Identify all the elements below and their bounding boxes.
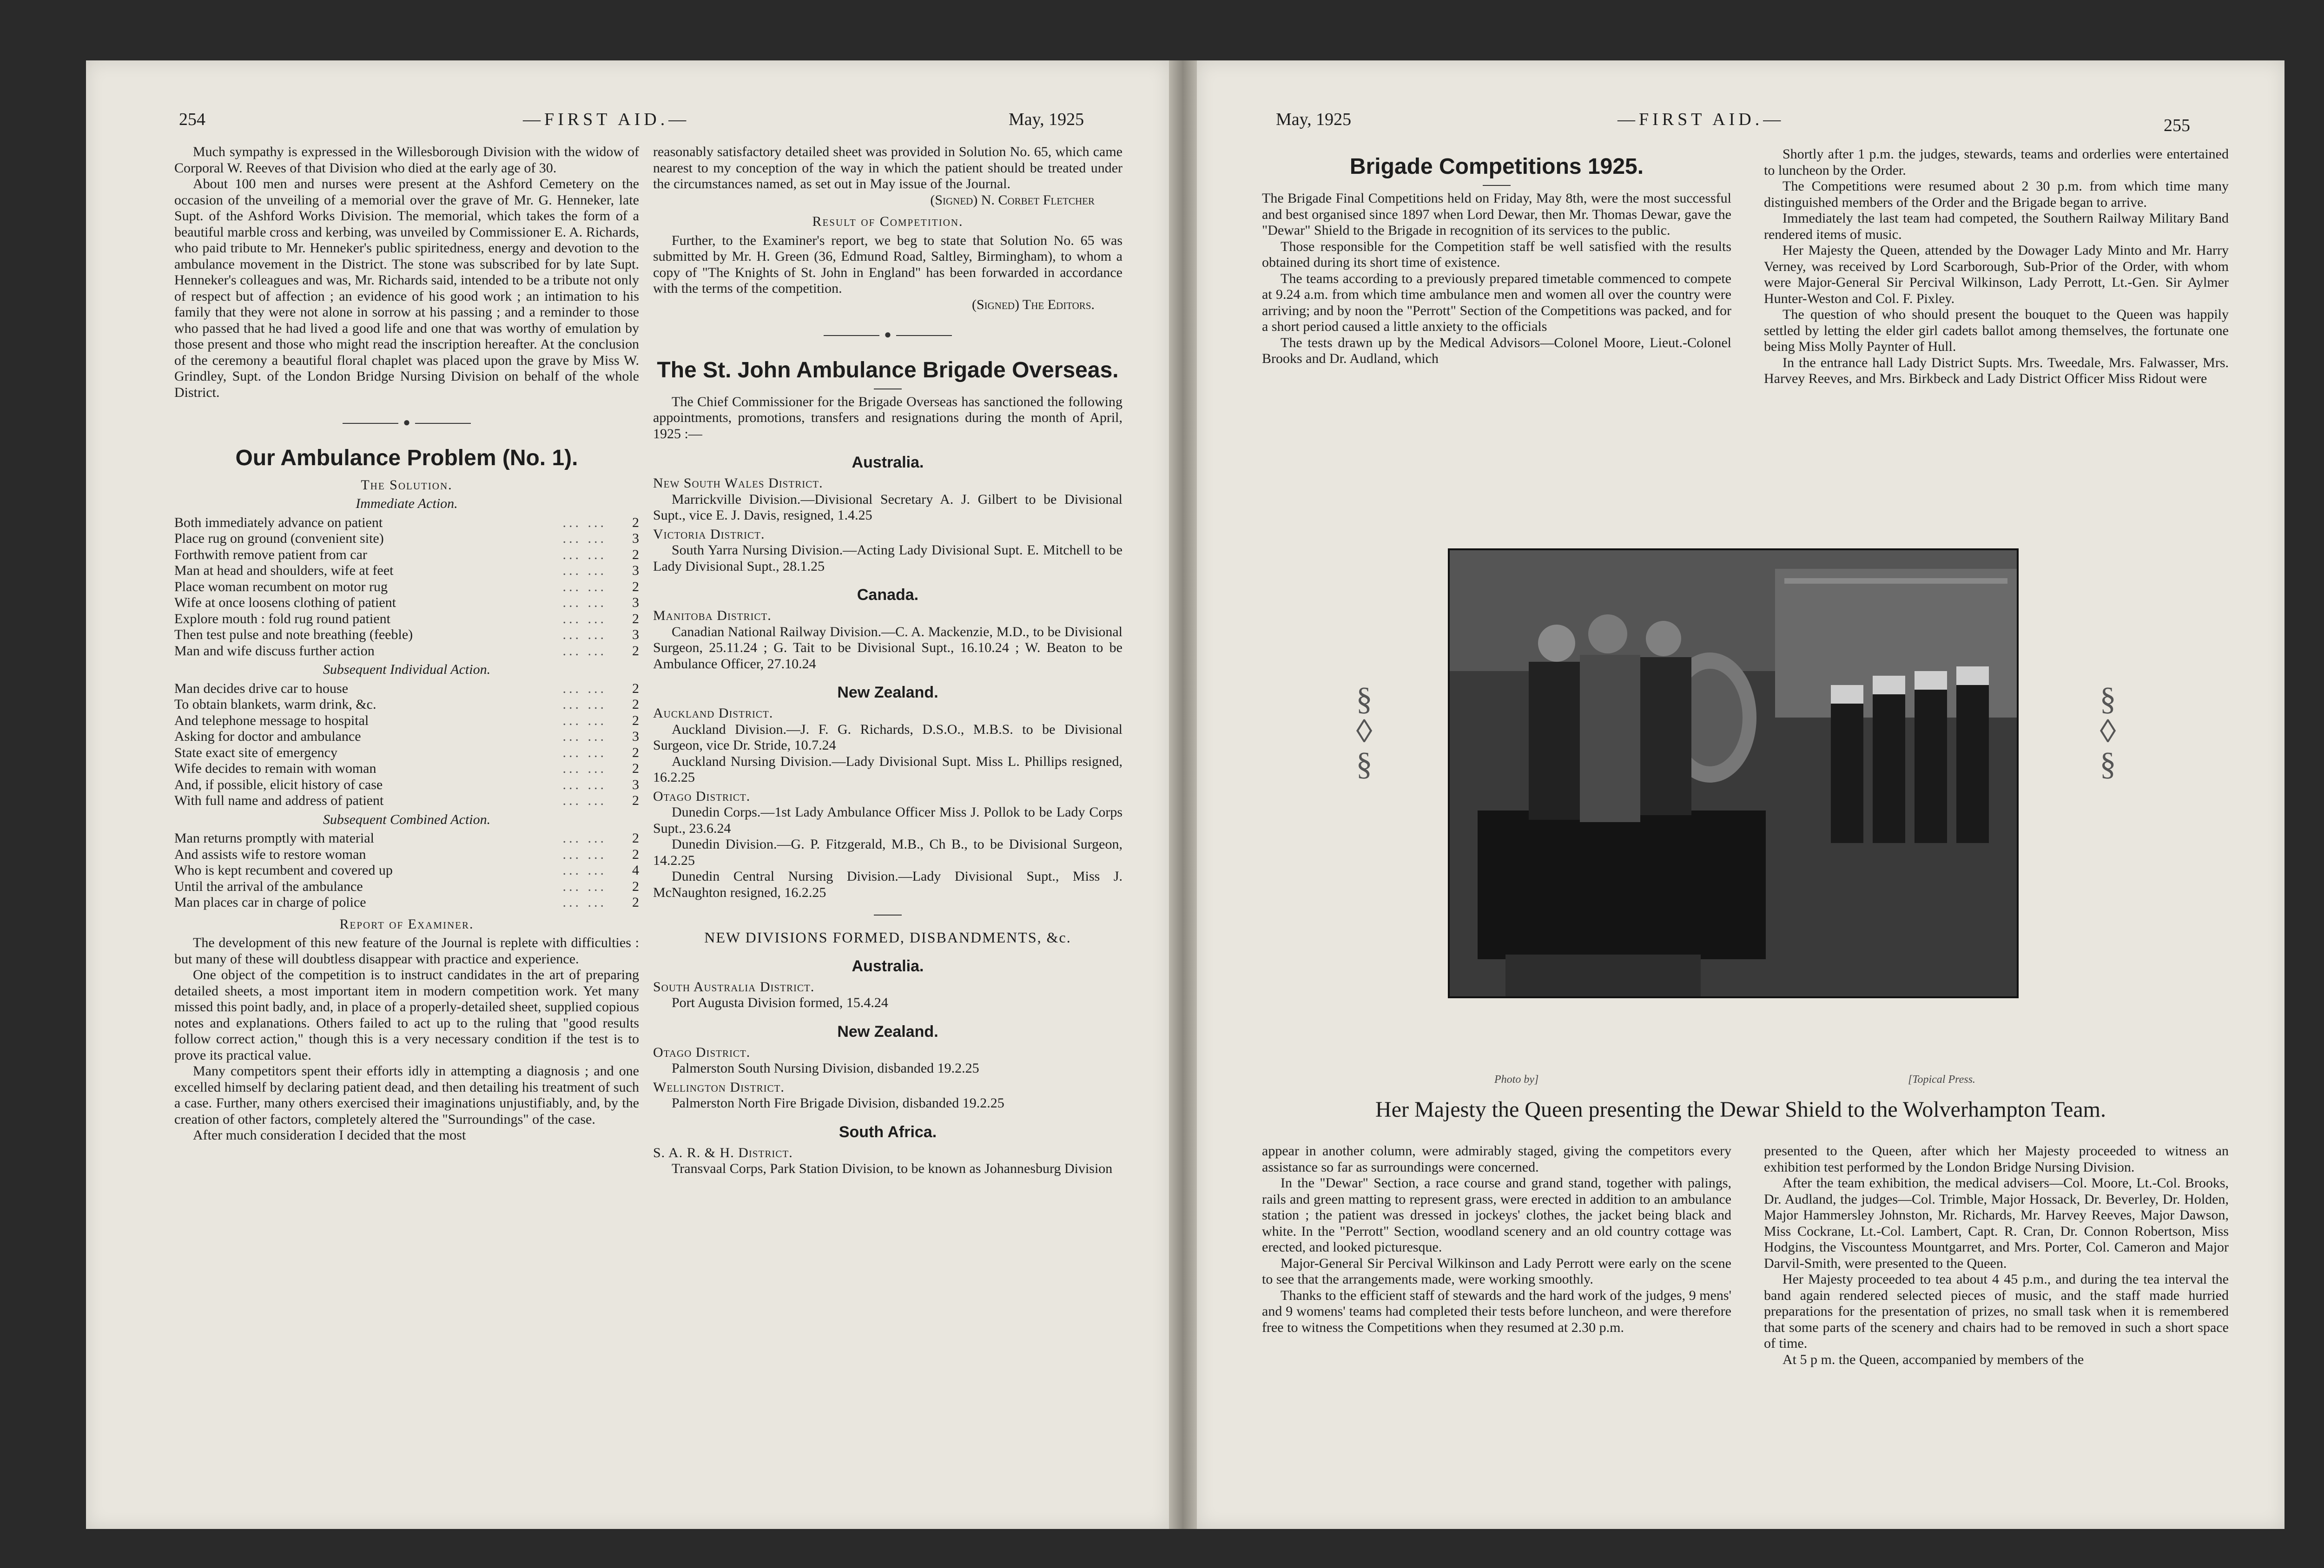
right-column-3	[1262, 1143, 1731, 1336]
overseas-title: The St. John Ambulance Brigade Overseas.	[657, 357, 1119, 382]
marking-row	[174, 713, 639, 729]
running-title: —FIRST AID.—	[1618, 110, 1785, 129]
leader-dots: ... ...	[562, 846, 607, 862]
region-heading: Canada.	[857, 586, 919, 604]
left-column-1	[174, 144, 639, 1144]
paragraph: Dunedin Central Nursing Division.—Lady Divisional Supt., Miss J. McNaughton resigned, 16.2.25	[653, 869, 1122, 900]
marking-step: State exact site of emergency	[174, 744, 337, 760]
leader-dots: ... ...	[562, 531, 607, 546]
marking-score: 2	[632, 680, 639, 696]
paragraph: The development of this new feature of the Journal is replete with difficulties : but many of these will doubtless disappear with practice and experience.	[174, 935, 639, 967]
paragraph: In the "Dewar" Section, a race course and grand stand, together with palings, rails and green matting to represent grass, were erected in addition to an ambulance station ; the patient was dressed in jockeys' clothes, the jacket being black and white. In the "Perrott" Section, woodland scenery and an old country cottage was erected, and looked picturesque.	[1262, 1175, 1731, 1255]
marking-score: 3	[632, 627, 639, 642]
marking-step: Wife decides to remain with woman	[174, 761, 376, 776]
marking-step: Who is kept recumbent and covered up	[174, 863, 393, 878]
left-column-2	[653, 144, 1122, 1177]
marking-score: 4	[632, 863, 639, 878]
region-heading: New Zealand.	[837, 1022, 938, 1041]
paragraph: Dunedin Corps.—1st Lady Ambulance Officer Miss J. Pollok to be Lady Corps Supt., 23.6.24	[653, 804, 1122, 836]
paragraph: Immediately the last team had competed, the Southern Railway Military Band rendered items of music.	[1764, 211, 2229, 242]
leader-dots: ... ...	[562, 793, 607, 808]
marking-score: 2	[632, 830, 639, 846]
running-title: —FIRST AID.—	[523, 110, 690, 129]
paragraph: The Competitions were resumed about 2 30 p.m. from which time many distinguished members of the Order and the Brigade began to arrive.	[1764, 178, 2229, 210]
immediate-label: Immediate Action.	[356, 496, 458, 511]
photo-credit-right: [Topical Press.	[1908, 1074, 1975, 1086]
district-label: Otago District.	[653, 1044, 751, 1060]
marking-step: And telephone message to hospital	[174, 712, 369, 728]
marking-step: Wife at once loosens clothing of patient	[174, 595, 396, 610]
region-heading: Australia.	[852, 454, 924, 471]
marking-score: 3	[632, 563, 639, 578]
district-label: New South Wales District.	[653, 475, 823, 491]
marking-step: Man at head and shoulders, wife at feet	[174, 563, 394, 578]
photo-caption: Her Majesty the Queen presenting the Dewar Shield to the Wolverhampton Team.	[1375, 1097, 2106, 1122]
leader-dots: ... ...	[562, 712, 607, 728]
marking-row	[174, 830, 639, 847]
marking-score: 3	[632, 595, 639, 610]
leader-dots: ... ...	[562, 761, 607, 776]
marking-step: Man and wife discuss further action	[174, 643, 375, 659]
result-label: Result of Competition.	[812, 214, 964, 229]
individual-label: Subsequent Individual Action.	[323, 662, 491, 677]
marking-score: 2	[632, 579, 639, 594]
leader-dots: ... ...	[562, 643, 607, 659]
combined-label: Subsequent Combined Action.	[323, 811, 491, 827]
marking-step: Forthwith remove patient from car	[174, 547, 367, 562]
page-number: 254	[179, 110, 205, 129]
marking-row	[174, 697, 639, 713]
paragraph: The Chief Commissioner for the Brigade Overseas has sanctioned the following appointments, promotions, transfers and resignations during the month of April, 1925 :—	[653, 394, 1122, 441]
scroll-ornament-left: § ◊ §	[1356, 681, 1373, 782]
marking-step: And assists wife to restore woman	[174, 846, 366, 862]
paragraph: About 100 men and nurses were present at the Ashford Cemetery on the occasion of the unveiling of a memorial over the grave of Mr. G. Henneker, late Supt. of the Ashford Works Division. The memorial, which takes the form of a beautiful marble cross and kerbing, was unveiled by Commissioner E. A. Richards, who paid tribute to Mr. Henneker's public spiritedness, energy and devotion to the ambulance movement in the District. The stone was subscribed for by late Supt. Henneker's colleagues and was, Mr. Richards said, intended to be a tribute not only of respect but of affection ; an evidence of his good work ; an intimation to his family that they were not alone in sorrow at his passing ; and a reminder to those who passed that he had lived a good life and one that was worthy of emulation by those present and those who might read the inscription hereafter. At the conclusion of the ceremony a beautiful floral chaplet was placed upon the grave by Miss W. Grindley, Supt. of the London Bridge Nursing Division on behalf of the whole District.	[174, 176, 639, 400]
left-page	[86, 60, 1169, 1529]
book-spine	[1169, 60, 1197, 1529]
paragraph: Palmerston South Nursing Division, disbanded 19.2.25	[672, 1061, 979, 1076]
leader-dots: ... ...	[562, 863, 607, 878]
marking-row	[174, 627, 639, 643]
paragraph: The Brigade Final Competitions held on Friday, May 8th, were the most successful and best organised since 1897 when Lord Dewar, then Mr. Thomas Dewar, gave the "Dewar" Shield to the Brigade in recognition of its services to the public.	[1262, 191, 1731, 238]
marking-score: 2	[632, 611, 639, 626]
paragraph: Port Augusta Division formed, 15.4.24	[672, 995, 888, 1010]
leader-dots: ... ...	[562, 744, 607, 760]
marking-row	[174, 895, 639, 911]
paragraph: The teams according to a previously prepared timetable commenced to compete at 9.24 a.m. from which time ambulance men and women all over the country were arriving; and by noon the "Perrott" Section of the Competitions was packed, and for a short period caused a little anxiety to the officials	[1262, 270, 1731, 334]
new-divisions-heading: NEW DIVISIONS FORMED, DISBANDMENTS, &c.	[704, 929, 1071, 946]
region-heading: New Zealand.	[837, 684, 938, 701]
paragraph: Her Majesty proceeded to tea about 4 45 p.m., and during the tea interval the band again rendered selected pieces of music, and the staff made hurried preparations for the presentation of prizes, no small task when it is remembered that some parts of the scenery and chairs had to be removed in such a short space of time.	[1764, 1272, 2229, 1351]
marking-step: Explore mouth : fold rug round patient	[174, 611, 390, 626]
marking-score: 2	[632, 697, 639, 712]
marking-row	[174, 579, 639, 595]
leader-dots: ... ...	[562, 895, 607, 910]
marking-score: 2	[632, 761, 639, 776]
region-heading: Australia.	[852, 957, 924, 975]
district-label: Victoria District.	[653, 526, 765, 542]
marking-step: Man returns promptly with material	[174, 830, 374, 846]
marking-step: Place woman recumbent on motor rug	[174, 579, 388, 594]
marking-step: Place rug on ground (convenient site)	[174, 531, 384, 546]
marking-row	[174, 793, 639, 809]
paragraph: Her Majesty the Queen, attended by the Dowager Lady Minto and Mr. Harry Verney, was received by Lord Scarborough, Sub-Prior of the Order, with whom were Major-General Sir Percival Wilkinson, Lady Perrott, Lt.-Gen. Sir Aylmer Hunter-Weston and Col. F. Pixley.	[1764, 243, 2229, 306]
combined-action-list	[174, 830, 639, 911]
marking-step: To obtain blankets, warm drink, &c.	[174, 697, 376, 712]
marking-row	[174, 611, 639, 627]
leader-dots: ... ...	[562, 627, 607, 642]
paragraph: appear in another column, were admirably staged, giving the competitors every assistance so far as surroundings were concerned.	[1262, 1143, 1731, 1175]
right-column-4	[1764, 1143, 2229, 1368]
paragraph: Palmerston North Fire Brigade Division, disbanded 19.2.25	[672, 1095, 1004, 1111]
marking-step: With full name and address of patient	[174, 793, 384, 808]
marking-row	[174, 863, 639, 879]
paragraph: At 5 p m. the Queen, accompanied by members of the	[1783, 1351, 2084, 1367]
marking-score: 2	[632, 547, 639, 562]
marking-score: 2	[632, 895, 639, 910]
marking-score: 2	[632, 793, 639, 808]
leader-dots: ... ...	[562, 830, 607, 846]
marking-score: 3	[632, 531, 639, 546]
marking-score: 2	[632, 514, 639, 530]
district-label: S. A. R. & H. District.	[653, 1145, 793, 1160]
marking-score: 2	[632, 846, 639, 862]
right-page	[1197, 60, 2284, 1529]
marking-step: Man places car in charge of police	[174, 895, 366, 910]
district-label: South Australia District.	[653, 979, 815, 995]
marking-row	[174, 847, 639, 863]
paragraph: Transvaal Corps, Park Station Division, to be known as Johannesburg Division	[672, 1161, 1113, 1176]
divider	[874, 915, 902, 916]
solution-label: The Solution.	[361, 477, 453, 493]
marking-score: 2	[632, 744, 639, 760]
marking-row	[174, 745, 639, 761]
marking-score: 2	[632, 878, 639, 894]
paragraph: After much consideration I decided that the most	[193, 1127, 466, 1143]
page-number: 255	[2164, 116, 2190, 135]
right-column-2	[1764, 146, 2229, 387]
marking-score: 2	[632, 643, 639, 659]
paragraph: In the entrance hall Lady District Supts. Mrs. Tweedale, Mrs. Falwasser, Mrs. Harvey Reeves, and Mrs. Birkbeck and Lady District Officer Miss Ridout were	[1764, 355, 2229, 386]
paragraph: Much sympathy is expressed in the Willesborough Division with the widow of Corporal W. Reeves of that Division who died at the early age of 30.	[174, 144, 639, 176]
marking-row	[174, 681, 639, 697]
leader-dots: ... ...	[562, 729, 607, 744]
paragraph: Canadian National Railway Division.—C. A. Mackenzie, M.D., to be Divisional Surgeon, 25.11.24 ; G. Tait to be Divisional Supt., 16.10.24 ; W. Beaton to be Ambulance Officer, 27.10.24	[653, 624, 1122, 672]
ornament-divider: ●	[653, 327, 1122, 343]
marking-score: 2	[632, 712, 639, 728]
paragraph: Further, to the Examiner's report, we beg to state that Solution No. 65 was submitted by Mr. H. Green (36, Edmund Road, Saltley, Birmingham), to whom a copy of "The Knights of St. John in England" has been forwarded in accordance with the terms of the competition.	[653, 232, 1122, 296]
marking-row	[174, 547, 639, 563]
right-column-1	[1262, 153, 1731, 367]
leader-dots: ... ...	[562, 547, 607, 562]
marking-step: Until the arrival of the ambulance	[174, 878, 363, 894]
marking-step: Both immediately advance on patient	[174, 514, 383, 530]
issue-date: May, 1925	[1009, 110, 1084, 129]
immediate-action-list	[174, 515, 639, 659]
signature: (Signed) N. Corbet Fletcher	[930, 192, 1095, 208]
marking-row	[174, 515, 639, 531]
marking-row	[174, 777, 639, 793]
paragraph: Many competitors spent their efforts idly in attempting a diagnosis ; and one excelled himself by declaring patient dead, and then detailing his treatment of such a case. Further, many others exercised their imaginations unjustifiably, and, by the creation of other factors, completely altered the "Surroundings" of the case.	[174, 1063, 639, 1127]
marking-step: Man decides drive car to house	[174, 680, 349, 696]
marking-row	[174, 563, 639, 579]
paragraph: Auckland Division.—J. F. G. Richards, D.S.O., M.B.S. to be Divisional Surgeon, vice Dr. Stride, 10.7.24	[653, 721, 1122, 753]
divider	[1483, 185, 1511, 186]
marking-step: Then test pulse and note breathing (feeble)	[174, 627, 413, 642]
leader-dots: ... ...	[562, 680, 607, 696]
paragraph: Marrickville Division.—Divisional Secretary A. J. Gilbert to be Divisional Supt., vice E. J. Davis, resigned, 1.4.25	[653, 491, 1122, 523]
problem-title: Our Ambulance Problem (No. 1).	[235, 445, 578, 470]
paragraph: After the team exhibition, the medical advisers—Col. Moore, Lt.-Col. Brooks, Dr. Audland, the judges—Col. Trimble, Major Hossack, Dr. Beverley, Dr. Holden, Major Hammersley Johnston, Mr. Richards, Mr. Harvey Reeves, Major Dawson, Miss Cockrane, Lt.-Col. Lambert, Capt. R. Cran, Dr. Connon Robertson, Miss Hodgins, the Viscountess Mountgarret, and Mrs. Porter, Col. Cameron and Major Darvil-Smith, were presented to the Queen.	[1764, 1175, 2229, 1271]
district-label: Auckland District.	[653, 705, 773, 721]
paragraph: Shortly after 1 p.m. the judges, stewards, teams and orderlies were entertained to luncheon by the Order.	[1764, 146, 2229, 178]
marking-row	[174, 531, 639, 547]
competitions-title: Brigade Competitions 1925.	[1349, 154, 1644, 179]
marking-score: 3	[632, 777, 639, 792]
paragraph: reasonably satisfactory detailed sheet was provided in Solution No. 65, which came nearest to my conception of the way in which the patient should be treated under the circumstances named, as set out in May issue of the Journal.	[653, 144, 1122, 191]
queen-presenting-shield-photo	[1448, 548, 2019, 998]
marking-row	[174, 761, 639, 777]
leader-dots: ... ...	[562, 697, 607, 712]
district-label: Wellington District.	[653, 1079, 785, 1095]
marking-row	[174, 879, 639, 895]
paragraph: Major-General Sir Percival Wilkinson and Lady Perrott were early on the scene to see that the arrangements made, were working smoothly.	[1262, 1255, 1731, 1287]
paragraph: Those responsible for the Competition staff be well satisfied with the results obtained during its short time of existence.	[1262, 238, 1731, 270]
leader-dots: ... ...	[562, 878, 607, 894]
district-label: Otago District.	[653, 788, 751, 804]
leader-dots: ... ...	[562, 595, 607, 610]
district-label: Manitoba District.	[653, 608, 772, 623]
scroll-ornament-right: § ◊ §	[2100, 681, 2116, 782]
photo-credit-left: Photo by]	[1494, 1074, 1539, 1086]
paragraph: Thanks to the efficient staff of stewards and the hard work of the judges, 9 mens' and 9 womens' teams had completed their tests before luncheon, and were therefore free to witness the Competitions when they resumed at 2.30 p.m.	[1262, 1287, 1731, 1335]
examiner-label: Report of Examiner.	[339, 916, 474, 932]
leader-dots: ... ...	[562, 563, 607, 578]
paragraph: The tests drawn up by the Medical Advisors—Colonel Moore, Lieut.-Colonel Brooks and Dr. Audland, which	[1262, 335, 1731, 366]
leader-dots: ... ...	[562, 611, 607, 626]
marking-row	[174, 729, 639, 745]
individual-action-list	[174, 681, 639, 809]
paragraph: The question of who should present the bouquet to the Queen was happily settled by letting the elder girl cadets ballot among themselves, the fortunate one being Miss Molly Paynter of Hull.	[1764, 307, 2229, 354]
paragraph: presented to the Queen, after which her Majesty proceeded to witness an exhibition test performed by the London Bridge Nursing Division.	[1764, 1143, 2229, 1175]
signature: (Signed) The Editors.	[971, 296, 1095, 312]
issue-date: May, 1925	[1276, 110, 1352, 129]
paragraph: South Yarra Nursing Division.—Acting Lady Divisional Supt. E. Mitchell to be Lady Divisional Supt., 28.1.25	[653, 542, 1122, 574]
marking-step: Asking for doctor and ambulance	[174, 729, 361, 744]
ornament-divider: ●	[174, 415, 639, 431]
paragraph: Auckland Nursing Division.—Lady Divisional Supt. Miss L. Phillips resigned, 16.2.25	[653, 753, 1122, 785]
region-heading: South Africa.	[838, 1123, 937, 1141]
leader-dots: ... ...	[562, 579, 607, 594]
paragraph: One object of the competition is to instruct candidates in the art of preparing detailed sheets, a most important item in modern competition work. Yet many missed this point badly, and, in place of a properly-detailed sheet, supplied copious notes and explanations. Others failed to act up to the ruling that "good results follow correct action," though this is a very necessary condition if the test is to prove its practical value.	[174, 967, 639, 1063]
marking-row	[174, 595, 639, 611]
marking-score: 3	[632, 729, 639, 744]
marking-step: And, if possible, elicit history of case	[174, 777, 383, 792]
leader-dots: ... ...	[562, 777, 607, 792]
leader-dots: ... ...	[562, 514, 607, 530]
marking-row	[174, 643, 639, 659]
paragraph: Dunedin Division.—G. P. Fitzgerald, M.B., Ch B., to be Divisional Surgeon, 14.2.25	[653, 837, 1122, 868]
